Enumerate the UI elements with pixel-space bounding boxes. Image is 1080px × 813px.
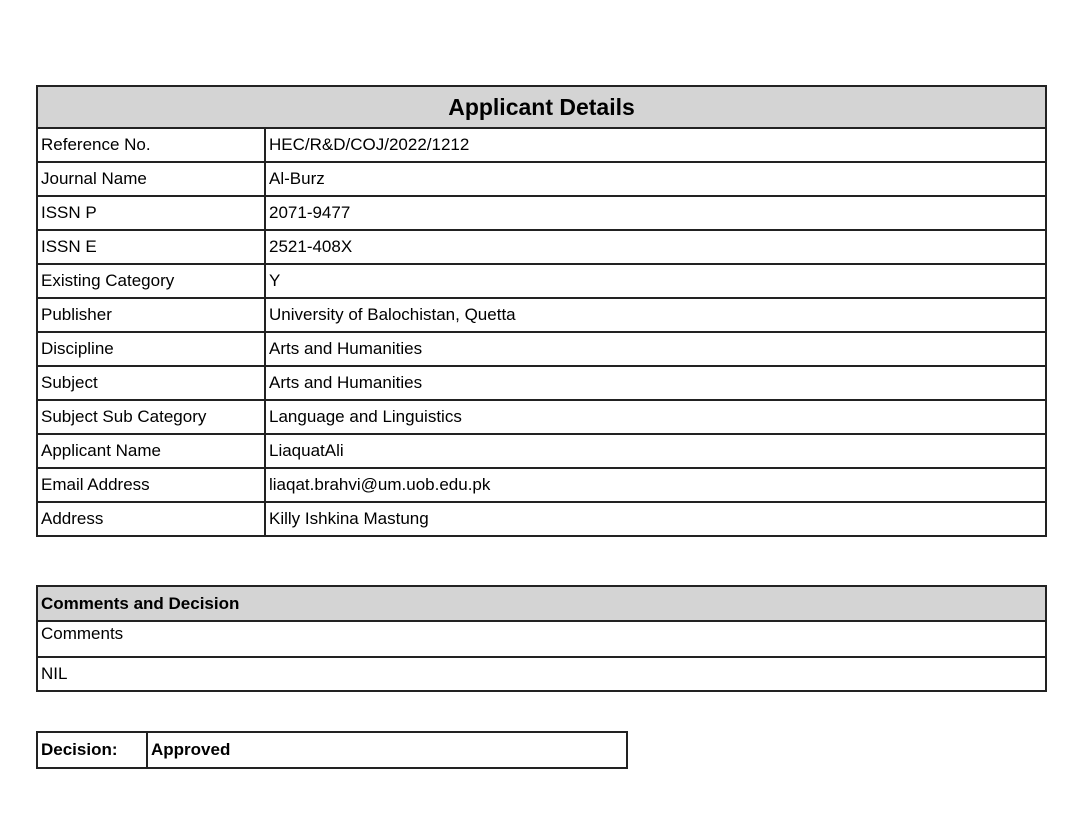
table-row — [37, 434, 1046, 468]
table-row — [37, 196, 1046, 230]
field-label: Existing Category — [37, 264, 265, 298]
table-row — [37, 468, 1046, 502]
field-value: Y — [265, 264, 1046, 298]
field-label: Reference No. — [37, 128, 265, 162]
comments-table — [36, 585, 1047, 692]
field-label: ISSN P — [37, 196, 265, 230]
field-label: Journal Name — [37, 162, 265, 196]
field-value: 2521-408X — [265, 230, 1046, 264]
table-row — [37, 366, 1046, 400]
field-value: Arts and Humanities — [265, 332, 1046, 366]
applicant-details-table — [36, 85, 1047, 537]
comments-heading: Comments and Decision — [37, 586, 1046, 621]
table-row — [37, 332, 1046, 366]
field-label: Subject Sub Category — [37, 400, 265, 434]
field-label: Email Address — [37, 468, 265, 502]
field-label: ISSN E — [37, 230, 265, 264]
field-value: Arts and Humanities — [265, 366, 1046, 400]
email-value: liaqat.brahvi@um.uob.edu.pk — [265, 468, 1046, 502]
field-label: Publisher — [37, 298, 265, 332]
table-row — [37, 298, 1046, 332]
field-label: Applicant Name — [37, 434, 265, 468]
table-row — [37, 400, 1046, 434]
field-label: Discipline — [37, 332, 265, 366]
table-row — [37, 230, 1046, 264]
comments-value: NIL — [37, 657, 1046, 691]
field-value: HEC/R&D/COJ/2022/1212 — [265, 128, 1046, 162]
field-value: 2071-9477 — [265, 196, 1046, 230]
decision-table — [36, 731, 628, 769]
field-label: Address — [37, 502, 265, 536]
applicant-details-title: Applicant Details — [37, 86, 1046, 128]
table-row — [37, 162, 1046, 196]
field-value: Al-Burz — [265, 162, 1046, 196]
field-value: Killy Ishkina Mastung — [265, 502, 1046, 536]
decision-value: Approved — [147, 732, 627, 768]
field-value: University of Balochistan, Quetta — [265, 298, 1046, 332]
table-row — [37, 502, 1046, 536]
field-label: Subject — [37, 366, 265, 400]
table-row — [37, 264, 1046, 298]
field-value: Language and Linguistics — [265, 400, 1046, 434]
field-value: LiaquatAli — [265, 434, 1046, 468]
table-row — [37, 128, 1046, 162]
comments-label: Comments — [37, 621, 1046, 657]
decision-label: Decision: — [37, 732, 147, 768]
